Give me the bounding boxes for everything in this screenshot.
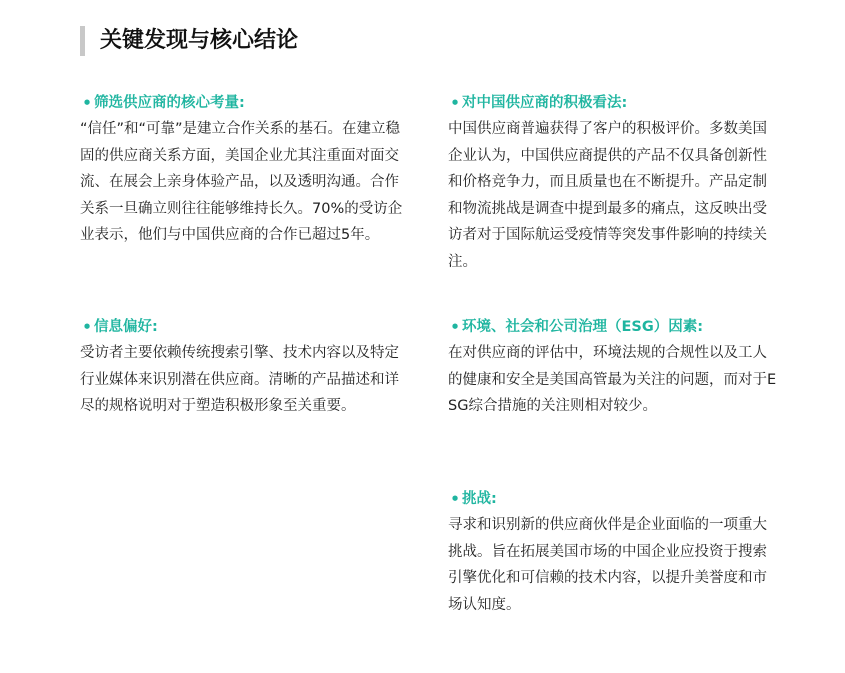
section-body: 寻求和识别新的供应商伙伴是企业面临的一项重大挑战。旨在拓展美国市场的中国企业应投资于搜索引擎优化和可信赖的技术内容，以提升美誉度和市场认知度。	[448, 517, 767, 613]
section-heading	[80, 316, 410, 338]
section-heading-text: 信息偏好:	[94, 319, 158, 335]
section-body: 在对供应商的评估中，环境法规的合规性以及工人的健康和安全是美国高管最为关注的问题，而对于ESG综合措施的关注则相对较少。	[448, 345, 777, 414]
section-heading-text: 筛选供应商的核心考量:	[94, 95, 245, 111]
section-heading-text: 对中国供应商的积极看法:	[462, 95, 628, 111]
section-challenges	[448, 488, 778, 618]
section-body: 中国供应商普遍获得了客户的积极评价。多数美国企业认为，中国供应商提供的产品不仅具备创新性和价格竞争力，而且质量也在不断提升。产品定制和物流挑战是调查中提到最多的痛点，这反映出受访者对于国际航运受疫情等突发事件影响的持续关注。	[448, 121, 767, 270]
section-positive-views	[448, 92, 778, 275]
section-esg-factors	[448, 316, 778, 420]
section-information-preference	[80, 316, 410, 420]
section-heading	[448, 92, 778, 114]
section-supplier-criteria	[80, 92, 410, 249]
bullet-icon: •	[82, 318, 92, 336]
section-heading	[448, 488, 778, 510]
title-accent-bar	[80, 26, 85, 56]
bullet-icon: •	[450, 490, 460, 508]
bullet-icon: •	[450, 94, 460, 112]
section-heading-text: 环境、社会和公司治理（ESG）因素:	[462, 319, 704, 335]
bullet-icon: •	[450, 318, 460, 336]
bullet-icon: •	[82, 94, 92, 112]
section-body: “信任”和“可靠”是建立合作关系的基石。在建立稳固的供应商关系方面，美国企业尤其注重面对面交流、在展会上亲身体验产品，以及透明沟通。合作关系一旦确立则往往能够维持长久。70%的受访企业表示，他们与中国供应商的合作已超过5年。	[80, 121, 403, 243]
section-heading	[448, 316, 778, 338]
page-title: 关键发现与核心结论	[100, 28, 299, 53]
section-heading	[80, 92, 410, 114]
section-heading-text: 挑战:	[462, 491, 497, 507]
section-body: 受访者主要依赖传统搜索引擎、技术内容以及特定行业媒体来识别潜在供应商。清晰的产品描述和详尽的规格说明对于塑造积极形象至关重要。	[80, 345, 399, 414]
